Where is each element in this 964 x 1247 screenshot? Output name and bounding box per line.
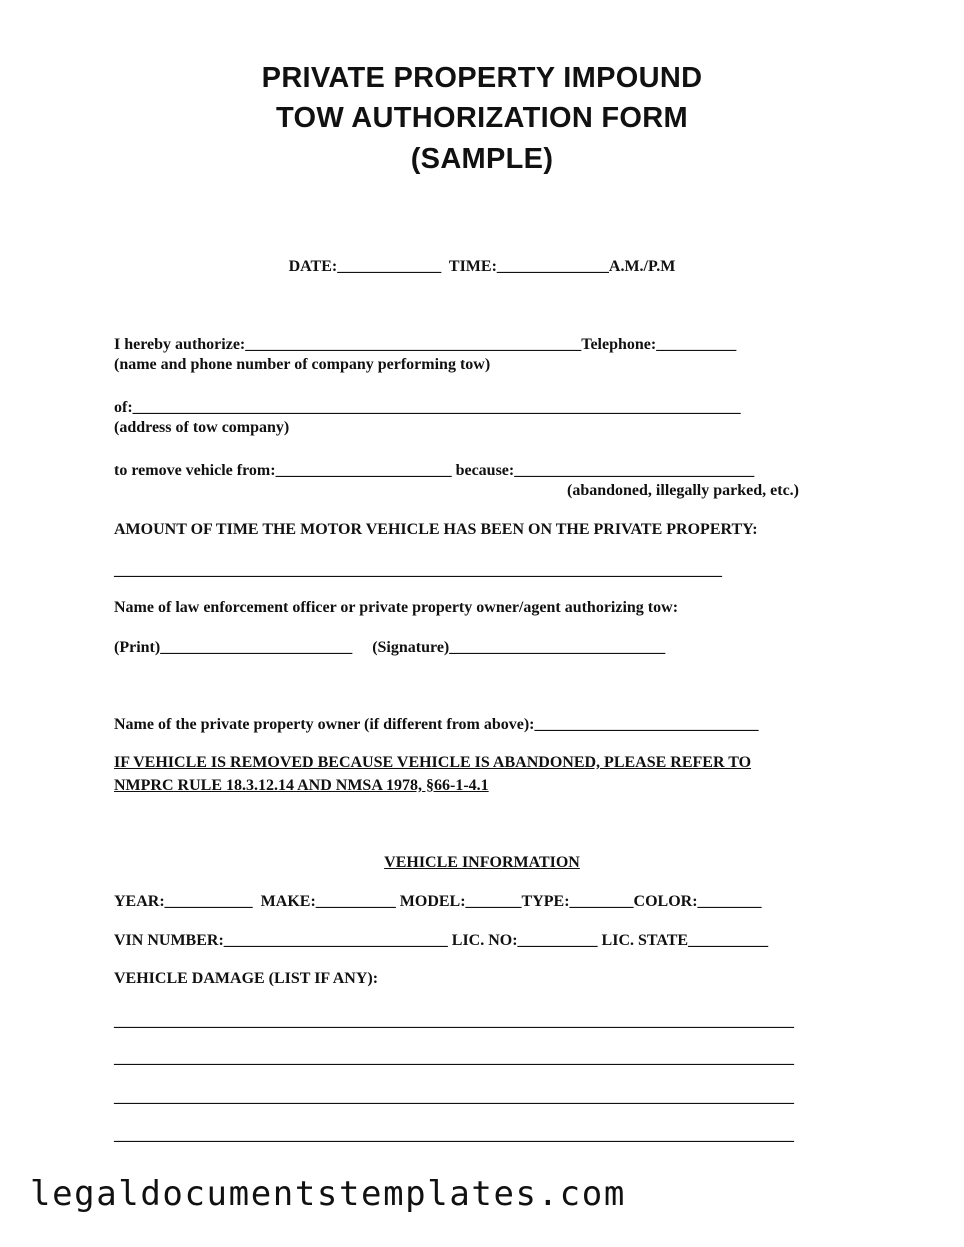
abandoned-notice-line-2: NMPRC RULE 18.3.12.14 AND NMSA 1978, §66-1-4.1 xyxy=(114,777,489,794)
site-watermark: legaldocumentstemplates.com xyxy=(30,1174,626,1214)
vehicle-info-heading: VEHICLE INFORMATION xyxy=(384,854,580,871)
authorizer-label: Name of law enforcement officer or private property owner/agent authorizing tow: xyxy=(114,599,679,616)
title-line-1: PRIVATE PROPERTY IMPOUND xyxy=(261,62,703,94)
vehicle-damage-line[interactable]: _____________________________________________________________________________________ xyxy=(114,1013,794,1030)
property-owner-field[interactable]: Name of the private property owner (if different from above):____________________________ xyxy=(114,716,759,733)
print-signature-field[interactable]: (Print)________________________ (Signature)___________________________ xyxy=(114,639,666,656)
title-line-2: TOW AUTHORIZATION FORM xyxy=(275,102,688,134)
removal-reason-hint: (abandoned, illegally parked, etc.) xyxy=(567,482,800,499)
time-on-property-label: AMOUNT OF TIME THE MOTOR VEHICLE HAS BEEN ON THE PRIVATE PROPERTY: xyxy=(114,521,758,538)
vehicle-damage-label: VEHICLE DAMAGE (LIST IF ANY): xyxy=(114,970,379,987)
vehicle-damage-line[interactable]: _____________________________________________________________________________________ xyxy=(114,1050,794,1067)
authorize-company-field[interactable]: I hereby authorize:__________________________________________Telephone:__________ xyxy=(114,336,737,353)
title-line-3: (SAMPLE) xyxy=(410,143,554,175)
vehicle-vin-license-field[interactable]: VIN NUMBER:____________________________ LIC. NO:__________ LIC. STATE__________ xyxy=(114,932,769,949)
vehicle-year-make-model-field[interactable]: YEAR:___________ MAKE:__________ MODEL:_______TYPE:________COLOR:________ xyxy=(114,893,762,910)
authorize-company-hint: (name and phone number of company performing tow) xyxy=(114,356,491,373)
date-time-field[interactable]: DATE:_____________ TIME:______________A.M./P.M xyxy=(288,258,676,275)
vehicle-damage-line[interactable]: _____________________________________________________________________________________ xyxy=(114,1089,794,1106)
remove-vehicle-field[interactable]: to remove vehicle from:______________________ because:______________________________ xyxy=(114,462,755,479)
tow-company-address-field[interactable]: of:____________________________________________________________________________ xyxy=(114,399,741,416)
time-on-property-field[interactable]: ____________________________________________________________________________ xyxy=(114,562,722,579)
abandoned-notice-line-1: IF VEHICLE IS REMOVED BECAUSE VEHICLE IS ABANDONED, PLEASE REFER TO xyxy=(114,754,752,771)
vehicle-damage-line[interactable]: _____________________________________________________________________________________ xyxy=(114,1127,794,1144)
tow-company-address-hint: (address of tow company) xyxy=(114,419,290,436)
